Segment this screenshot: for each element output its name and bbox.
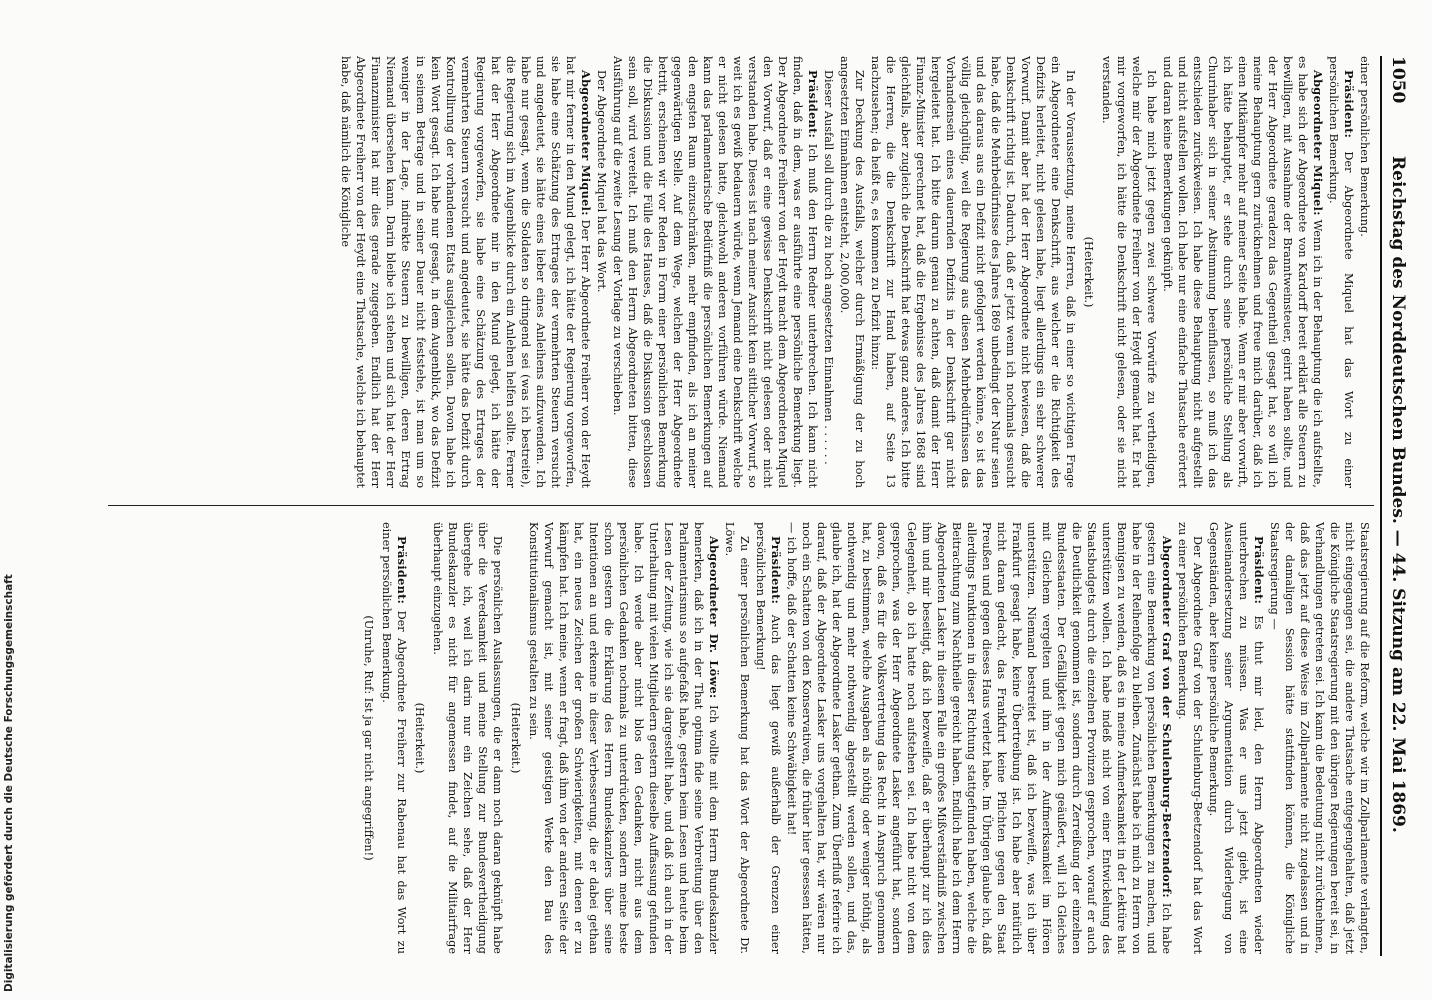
speaker-name: Abgeordneter Miquel: bbox=[579, 70, 593, 216]
paragraph bbox=[1160, 56, 1325, 488]
paragraph bbox=[753, 522, 783, 954]
page-number: 1050 bbox=[1388, 56, 1408, 104]
paragraph bbox=[412, 522, 427, 954]
header-rule bbox=[1380, 56, 1382, 956]
credit-line bbox=[2, 0, 20, 992]
paragraph-text: Zu einer persönlichen Bemerkung hat das Wort der Abgeordnete Dr. Löwe. bbox=[723, 522, 751, 954]
paragraph-text: Der Abgeordnete Freiherr zur Rabenau hat das Wort zu einer persönlichen Bemerkung. bbox=[380, 522, 408, 954]
paragraph-text: einer persönlichen Bemerkung. bbox=[1358, 56, 1371, 237]
running-head bbox=[1384, 56, 1408, 956]
paragraph-text: Der Abgeordnete Graf von der Schulenburg-Beetzendorf hat das Wort zu einer persönlichen Bemerkung. bbox=[1176, 522, 1204, 954]
paragraph-text: (Heiterkeit.) bbox=[1082, 236, 1095, 308]
paragraph-text: Der Abgeordnete Miquel hat das Wort zu einer persönlichen Bemerkung. bbox=[1327, 56, 1355, 488]
paragraph bbox=[1326, 56, 1356, 488]
paragraph-text: Ich habe gestern eine Bemerkung von persönlichen Bemerkungen zu machen, und habe in der Reihenfolge zu bleiben. Zunächst habe ich mich zu Herrn von Bennigsen zu wenden, daß es in meine Aufmerksamkeit in der Lektüre hat unterstützen wollen. Ich habe indeß nicht von einer Entwickelung des Staatsbudgets durch die einzelnen Provinzen gesprochen, worauf er auch die Deutlichkeit genommen ist, sondern durch Zerreißung der einzelnen Bundesstaaten. Der Gefälligkeit gegen mich geäußert, will ich Gleiches mit Gleichem vergelten und ihm in der Aufmerksamkeit im Hören unterstützen. Niemand bestreitet ist, daß ich bezweifle, was ich über Frankfurt gesagt habe, keine Übertreibung ist. Ich habe aber natürlich nicht daran gedacht, das Frankfurt keine Pflichten gegen den Staat Preußen und gegen dieses Haus verletzt habe. Im Übrigen glaube ich, daß allerdings Funktionen in dieser Richtung stattgefunden haben, welche die Beitrachtung zum Nachtheile gereicht haben. Endlich habe ich dem Herrn Abgeordneten Lasker in diesem Falle ein großes Mißverständniß zwischen ihm und mir beseitigt, daß ich bezweifle, daß er überhaupt zur ich dies Gelegenheit, ob ich hatte noch aufstehen sei. Ich habe nicht von dem gesprochen, was der Herr Abgeordnete Lasker angeführt hat, sondern davon, daß es für die Volksvertretung das Recht in Anspruch genommen hat, zu bestimmen, welche Ausgaben als nöthig oder weniger nöthig, als nothwendig und mehr nothwendig abgestellt werden sollen, und das, glaube ich, hat der Abgeordnete Lasker gethan. Zum Überfluß referire ich darauf, daß der Abgeordnete Lasker uns vorgehalten hat, wir wären nur noch ein Schatten von den Konservativen, die früher hier gesessen hätten, — ich hoffe, daß der Schatten keine Schwäbigkeit hat! bbox=[785, 522, 1173, 954]
left-column bbox=[110, 56, 1372, 488]
paragraph bbox=[610, 56, 820, 488]
paragraph bbox=[821, 56, 836, 488]
paragraph bbox=[338, 56, 593, 488]
paragraph bbox=[722, 522, 752, 954]
paragraph bbox=[430, 522, 505, 954]
paragraph-text: (Heiterkeit.) bbox=[413, 702, 426, 774]
paragraph-text: Wenn ich in der Behauptung die ich aufstellte, es habe sich der Abgeordnete von Kardorff bereit erklärt alle Steuern zu bewilligen, mit Ausnahme der Branntweinsteuer, geirrt haben sollte, und der Herr Abgeordnete geradezu das Gegentheil gesagt hat, so will ich meine Behauptung gern zurücknehmen und freue mich darüber, daß ich einen Mitkämpfer mehr auf meiner Seite habe. Wenn er mir aber vorwirft, ich hätte behauptet, er stehe durch seine persönliche Stellung als Churinhaber sich in seiner Abstimmung beeinflussen, so muß ich das entschieden zurückweisen. Ich habe diese Behauptung nicht aufgestellt und nicht aufstellen wollen. Ich habe nur eine einfache Thatsache erörtert und daran keine Bemerkungen geknüpft. bbox=[1161, 56, 1324, 488]
paragraph bbox=[508, 522, 523, 954]
speaker-name: Präsident: bbox=[1342, 70, 1356, 139]
paragraph bbox=[784, 522, 1174, 954]
paragraph-text: Zur Deckung des Ausfalls, welcher durch Ermäßigung der zu hoch angesetzten Einnahmen entsteht, 2,000,000. bbox=[838, 56, 866, 488]
speaker-name: Abgeordneter Dr. Löwe: bbox=[707, 536, 721, 699]
paragraph-text: Der Herr Abgeordnete Freiherr von der Heydt hat mir ferner in den Mund gelegt, ich hätte der Regierung vorgeworfen, sie habe eine Schätzung des Ertrages der vermehrten Steuern versucht und angedeutet, sie hätte eines lieber eines Anleihens aufzuwenden. Ich habe nur gesagt, wenn die Soldaten so dringend sei (was ich bestreite), die Regierung sich im Augenblicke durch ein Anlehen helfen sollte. Ferner hat der Herr Abgeordnete mir in den Mund gelegt, ich hätte der Regierung vorgeworfen, sie habe eine Schätzung des Ertrages der vermehrten Steuern versucht und angedeutet, sie hätte das Defizit durch Kontrollirung der vorhandenen Etats ausgleichen sollen. Davon habe ich kein Wort gesagt. Ich habe nur gesagt, in dem Augenblick, wo das Defizit in seinem Betrage und in seiner Dauer nicht feststehe, ist man um so weniger in der Lage, indirekte Steuern zu bewilligen, deren Ertrag Niemand übersehen kann. Darin bleibe ich stehen und sich hat der Herr Finanzminister hat mir dies gerade zugegeben. Endlich hat der Herr Abgeordnete Freiherr von der Heydt eine Thatsache, welche ich behauptet habe, daß nämlich die Königliche bbox=[339, 56, 592, 488]
paragraph-text: Der Abgeordnete Miquel hat das Wort. bbox=[595, 70, 608, 293]
rotated-page-content bbox=[96, 56, 1408, 956]
paragraph bbox=[1099, 56, 1159, 488]
paragraph bbox=[361, 522, 376, 954]
credit-text: Digitalisierung gefördert durch die Deutsche Forschungsgemeinschaft bbox=[3, 574, 15, 992]
paragraph bbox=[1206, 522, 1266, 954]
column-rule bbox=[108, 505, 1374, 506]
paragraph-text: Staatsregierung auf die Reform, welche wir im Zollparlamente verlangten, nicht eingegangen sei, die andere Thatsache entgegengehalten, daß jetzt die Königliche Staatsregierung mit den übrigen Regierungen bereit sei, in Verhandlungen getreten sei. Ich kann die Bedeutung nicht zurücknehmen, daß das jetzt auf diese Weise im Zollparlamente nicht zugelassen und in der damaligen Session hätte stattfinden können, die Königliche Staatsregierung — bbox=[1268, 522, 1371, 954]
paragraph-text: (Unruhe, Ruf: Ist ja gar nicht angegriffen!) bbox=[362, 615, 375, 861]
paragraph-text: (Heiterkeit.) bbox=[509, 702, 522, 774]
paragraph bbox=[379, 522, 409, 954]
paragraph bbox=[1357, 56, 1372, 488]
page-title: Reichstag des Norddeutschen Bundes. — 44. Sitzung am 22. Mai 1869. bbox=[1388, 156, 1408, 833]
speaker-name: Präsident: bbox=[395, 536, 409, 605]
paragraph-text: Ich habe mich jetzt gegen zwei schwere Vorwürfe zu vertheidigen, welche mir der Abgeordnete Freiherr von der Heydt gemacht hat. Er hat mir vorgeworfen, ich hätte die Denkschrift nicht gelesen, oder sie nicht verstanden. bbox=[1100, 56, 1158, 488]
speaker-name: Abgeordneter Graf von der Schulenburg-Beetzendorf: bbox=[1160, 536, 1174, 898]
speaker-name: Präsident: bbox=[1252, 536, 1266, 605]
paragraph bbox=[868, 56, 1078, 488]
paragraph bbox=[594, 56, 609, 488]
speaker-name: Präsident: bbox=[806, 70, 820, 139]
speaker-name: Präsident: bbox=[769, 536, 783, 605]
paragraph-text: In der Voraussetzung, meine Herren, daß in einer so wichtigen Frage ein Abgeordneter eine Denkschrift, aus welcher er die Richtigkeit des Defizits herleitet, nicht gelesen habe, liegt allerdings ein sehr schwerer Vorwurf. Damit aber hat der Herr Abgeordnete nicht bewiesen, daß die Denkschrift richtig ist. Dadurch, daß er jetzt wenn ich nochmals gesucht habe, daß die Mehrbedürfnisse des Jahres 1869 unbedingt der Natur seien und das daraus aus ein Defizit nicht gefolgert werden könne, so ist das völlig gleichgültig, weil die Regierung aus diesen Mehrbedürfnissen das Vorhandensein eines dauernden Defizits in der Denkschrift gar nicht hergeleitet hat. Ich bitte darum genau zu achten, daß damit der Herr Finanz-Minister gerechnet hat, daß die Ergebnisse des Jahres 1868 sind gleichfalls, aber zugleich die Denkschrift hat etwas ganz anderes. Ich bitte die Herren, die die Denkschrift zur Hand haben, auf Seite 13 nachzusehen; da heißt es, es kommen zu Defizit hinzu: bbox=[869, 56, 1077, 488]
paragraph bbox=[1081, 56, 1096, 488]
paragraph-text: Dieser Ausfall soll durch die zu hoch angesetzten Einnahmen . . . . . . bbox=[822, 70, 835, 465]
paragraph bbox=[837, 56, 867, 488]
paragraph-text: Es thut mir leid, den Herrn Abgeordneten wieder unterbrechen zu müssen. Was er uns jetzt giebt, ist eine Auseinandersetzung seiner Argumentation durch Widerlegung von Gegenständen, aber keine persönliche Bemerkung. bbox=[1207, 522, 1265, 954]
paragraph-text: Ich wollte mit dem Herrn Bundeskanzler bemerken, daß ich in der That optima fide seine Verbreitung über den Parlamentarismus so aufgefaßt habe, gestern beim Lesen und heute beim Lesen der Zeitung, wie ich sie dargestellt habe, und daß ich auch in der Unterhaltung mit vielen Mitgliedern gestern dieselbe Auffassung gefunden habe. Ich werde aber nicht blos den Gedanken, nicht aus dem persönlichen Gedanken nochmals zu unterdrücken, sondern meine beste schon gestern die Erklärung des Herrn Bundeskanzlers über seine Intentionen an und erkenne in dieser Verbesserung, die er dabei gethan hat, ein neues Zeichen der großen Schwierigkeiten, mit denen er zu kämpfen hat. Ich meine, wenn er fragt, daß ihm von der anderen Seite der Vorwurf gemacht ist, mit seiner geistigen Werke den Bau des Konstitutionalismus gestalten zu sein. bbox=[527, 522, 720, 954]
paragraph bbox=[1267, 522, 1372, 954]
speaker-name: Abgeordneter Miquel: bbox=[1311, 70, 1325, 216]
paragraph-text: Ich muß den Herrn Redner unterbrechen. Ich kann nicht finden, daß in dem, was er ausführte eine persönliche Bemerkung liegt. Der Abgeordnete Freiherr von der Heydt macht dem Abgeordneten Miquel den Vorwurf, daß er eine gewisse Denkschrift nicht gelesen oder nicht verstanden habe. Dieses ist nach meiner Ansicht kein sittlicher Vorwurf, so weit ich es gewiß bedauern würde, wenn Jemand eine Denkschrift welche er nicht gelesen hatte, gleichwohl anderen vorführen würde. Niemand kann das parlamentarische Bedürfniß die persönlichen Bemerkungen auf den engsten Raum einzuschränken, mehr empfinden, als ich an meiner gegenwärtigen Stelle. Auf dem Wege, welchen der Herr Abgeordnete betritt, erscheinen wir vor Reden in Form einer persönlichen Bemerkung die Diskussion und die Fülle des Hauses, daß die Diskussion geschlossen sein soll, wird vereitelt. Ich muß den Herrn Abgeordneten bitten, diese Ausführung auf die zweite Lesung der Vorlage zu verschieben. bbox=[611, 56, 819, 488]
paragraph-text: Auch das liegt gewiß außerhalb der Grenzen einer persönlichen Bemerkung! bbox=[754, 522, 782, 954]
paragraph bbox=[1175, 522, 1205, 954]
paragraph bbox=[526, 522, 721, 954]
paragraph-text: Die persönlichen Auslassungen, die er dann noch daran geknüpft habe über die Veredsamkeit und meine Stellung zur Bundesvertheidigung übergehe ich, weil ich darin nur ein Zeichen sehe, daß der Herr Bundeskanzler es nicht für angemessen findet, auf die Militairfrage überhaupt einzugehen. bbox=[431, 522, 504, 954]
right-column bbox=[110, 522, 1372, 954]
